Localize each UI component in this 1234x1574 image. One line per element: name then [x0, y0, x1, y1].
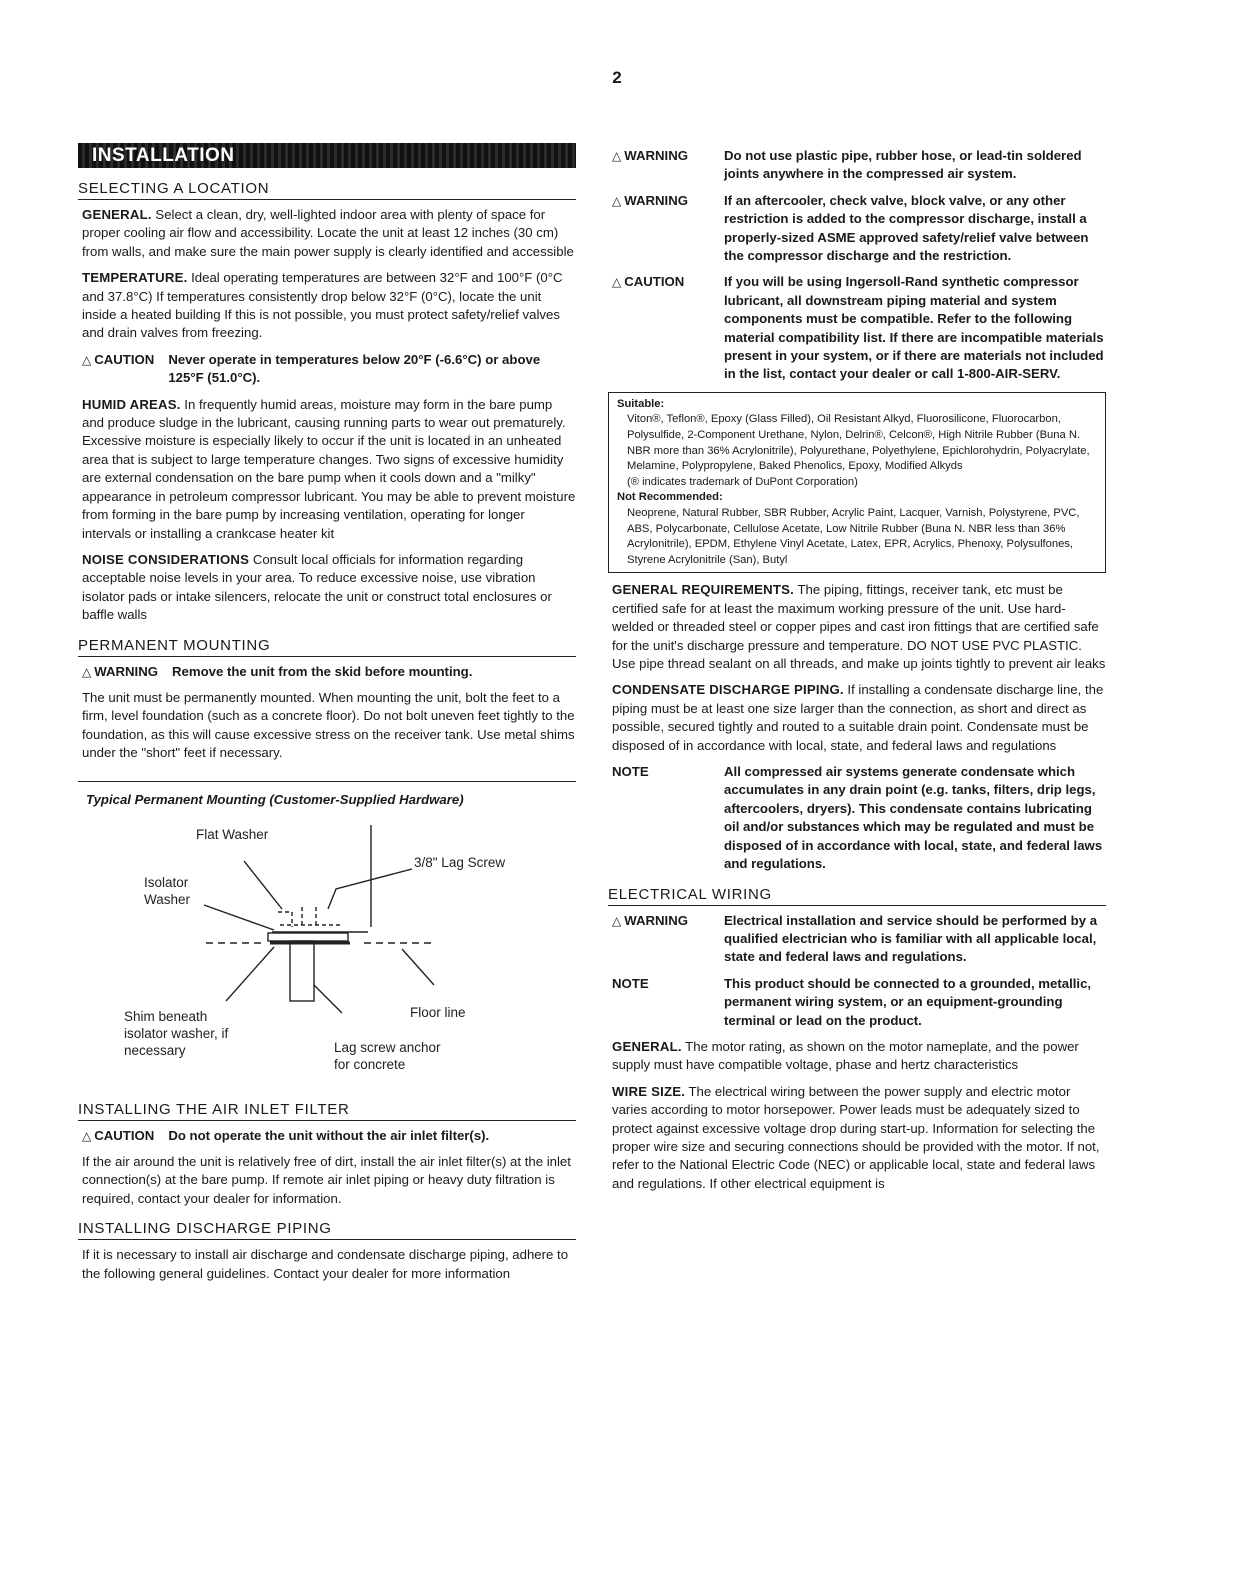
figure-top-rule	[78, 781, 576, 782]
noise-text: Consult local officials for information regarding acceptable noise levels in your area. To reduce excessive noise, use vibration isolator pads or intake silencers, relocate the unit or construct total enclosures or baffle walls	[82, 551, 552, 623]
permanent-mounting-heading: PERMANENT MOUNTING	[78, 637, 576, 657]
electrical-general-paragraph	[612, 1038, 1106, 1075]
condensate-text: If installing a condensate discharge line, the piping must be at least one size larger than the connection, as short and direct as possible, secured tightly and routed to a suitable drain point. Condensate must be disposed of in accordance with local, state, and federal laws and regulations	[612, 682, 1104, 753]
lag-anchor-shape	[290, 941, 314, 1001]
warning-tag: WARNING	[94, 663, 158, 679]
anchor-label-line2: for concrete	[334, 1056, 406, 1072]
general-paragraph	[82, 206, 576, 261]
floor-line-leader	[402, 949, 434, 985]
mounting-diagram-svg	[78, 807, 576, 1089]
warning-triangle-icon: △	[612, 193, 622, 208]
note-text: All compressed air systems generate condensate which accumulates in any drain point (e.g. tanks, filters, drip legs, aftercoolers, dryers). This condensate contains lubricating oil and/or substances which may be regulated and must be disposed of in accordance with local, state, and federal laws and regulations.	[724, 764, 1103, 872]
left-column	[78, 143, 576, 1291]
temperature-caution	[82, 351, 576, 388]
shim-leader	[226, 947, 274, 1001]
general-requirements-text: The piping, fittings, receiver tank, etc must be certified safe for at least the maximum working pressure of the unit. Use hard-welded or threaded steel or copper pipes and cast iron fittings that are certified safe for the unit's discharge pressure and temperature. DO NOT USE PVC PLASTIC. Use pipe thread sealant on all threads, and make up joints tightly to prevent air leaks	[612, 582, 1106, 672]
warning-triangle-icon: △	[82, 1128, 92, 1143]
warning-tag: WARNING	[624, 148, 688, 163]
humid-text: In frequently humid areas, moisture may form in the bare pump and produce sludge in the lubricant, causing running parts to wear out prematurely. Excessive moisture is especially likely to occur if the unit is located in an unheated area that is subject to large temperature changes. Two signs of excessive humidity are external condensation on the bare pump when it cools down and a "milky" appearance in petroleum compressor lubricant. You may be able to prevent moisture from forming in the bare pump by increasing ventilation, operating for longer intervals or installing a crankcase heater kit	[82, 396, 576, 541]
temperature-paragraph	[82, 269, 576, 343]
warning-text: If an aftercooler, check valve, block valve, or any other restriction is added to the compressor discharge, install a properly-sized ASME approved safety/relief valve between the compressor discharge and the restriction.	[724, 192, 1089, 264]
general-lead: GENERAL.	[82, 207, 152, 222]
shim-label-line3: necessary	[124, 1042, 186, 1058]
warning-triangle-icon: △	[612, 149, 622, 163]
anchor-leader	[314, 985, 342, 1013]
general-text: Select a clean, dry, well-lighted indoor area with plenty of space for proper cooling air flow and accessibility. Locate the unit at least 12 inches (30 cm) from walls, and make sure the main power supply is clearly identified and accessible	[82, 207, 574, 259]
noise-paragraph	[82, 551, 576, 625]
noise-lead: NOISE CONSIDERATIONS	[82, 551, 250, 567]
floor-line-label: Floor line	[410, 1004, 466, 1020]
wire-size-paragraph	[612, 1083, 1106, 1193]
inlet-paragraph: If the air around the unit is relatively free of dirt, install the air inlet filter(s) at the inlet connection(s) at the bare pump. If remote air inlet piping or heavy duty filtration is required, contact your dealer for information.	[82, 1153, 571, 1206]
condensate-lead: CONDENSATE DISCHARGE PIPING.	[612, 682, 844, 698]
shim-label-line2: isolator washer, if	[124, 1025, 229, 1041]
flat-washer-label: Flat Washer	[196, 826, 269, 842]
isolator-label-line1: Isolator	[144, 874, 189, 890]
humid-lead: HUMID AREAS.	[82, 396, 181, 412]
trademark-note: (® indicates trademark of DuPont Corporation)	[627, 475, 858, 488]
aftercooler-warning	[612, 192, 1106, 266]
caution-tag: CAUTION	[94, 1127, 155, 1143]
caution-text: Never operate in temperatures below 20°F (-6.6°C) or above 125°F (51.0°C).	[168, 351, 541, 386]
mounting-paragraph: The unit must be permanently mounted. When mounting the unit, bolt the feet to a firm, level foundation (such as a concrete floor). Do not bolt uneven feet tightly to the foundation, as this will cause excessive stress on the receiver tank. Use metal shims under the "short" feet if necessary.	[82, 689, 575, 761]
temperature-lead: TEMPERATURE.	[82, 270, 188, 286]
synthetic-lubricant-caution	[612, 273, 1106, 383]
electrical-general-text: The motor rating, as shown on the motor nameplate, and the power supply must have compatible voltage, phase and hertz characteristics	[612, 1038, 1079, 1073]
general-requirements-paragraph	[612, 581, 1106, 673]
warning-tag: WARNING	[624, 912, 688, 928]
flat-washer-leader	[244, 861, 282, 909]
grounding-note	[612, 975, 1106, 1030]
warning-text: Electrical installation and service should be performed by a qualified electrician who is familiar with all applicable local, state and federal laws and regulations.	[724, 912, 1098, 965]
lag-screw-leader	[328, 869, 412, 909]
note-text: This product should be connected to a grounded, metallic, permanent wiring system, or an equipment-grounding terminal or lead on the product.	[724, 975, 1092, 1028]
air-inlet-heading: INSTALLING THE AIR INLET FILTER	[78, 1101, 576, 1121]
page-number: 2	[612, 68, 622, 87]
wire-size-lead: WIRE SIZE.	[612, 1083, 686, 1099]
caution-text: Do not operate the unit without the air inlet filter(s).	[168, 1127, 490, 1143]
wire-size-text: The electrical wiring between the power supply and electric motor varies according to motor horsepower. Power leads must be adequately sized to protect against excessive voltage drop during start-up. Information for selecting the proper wire size and securing connections should be provided with the motor. If not, refer to the National Electric Code (NEC) or applicable local, state and federal laws and regulations. If other electrical equipment is	[612, 1083, 1100, 1191]
figure-caption: Typical Permanent Mounting (Customer-Supplied Hardware)	[86, 791, 464, 807]
caution-tag: CAUTION	[624, 274, 685, 290]
electrical-wiring-heading: ELECTRICAL WIRING	[608, 886, 1106, 906]
warning-triangle-icon: △	[82, 352, 92, 367]
not-recommended-heading: Not Recommended:	[617, 491, 723, 504]
discharge-piping-heading: INSTALLING DISCHARGE PIPING	[78, 1220, 576, 1240]
selecting-location-heading: SELECTING A LOCATION	[78, 180, 576, 200]
general-requirements-lead: GENERAL REQUIREMENTS.	[612, 582, 795, 598]
warning-triangle-icon: △	[82, 664, 92, 679]
installation-banner: INSTALLATION	[78, 143, 576, 168]
hidden-bolt-lines	[278, 907, 342, 927]
warning-triangle-icon: △	[612, 275, 622, 290]
warning-text: Do not use plastic pipe, rubber hose, or lead-tin soldered joints anywhere in the compressed air system.	[724, 148, 1082, 182]
mounting-diagram	[78, 807, 576, 1089]
isolator-leader	[204, 905, 274, 930]
plastic-pipe-warning	[612, 147, 1106, 184]
warning-text: Remove the unit from the skid before mounting.	[171, 663, 473, 679]
inlet-caution	[82, 1127, 576, 1145]
shim-label-line1: Shim beneath	[124, 1008, 208, 1024]
caution-tag: CAUTION	[94, 351, 155, 367]
anchor-label-line1: Lag screw anchor	[334, 1039, 441, 1055]
note-tag: NOTE	[612, 764, 649, 780]
isolator-label-line2: Washer	[144, 891, 191, 907]
lag-screw-label: 3/8" Lag Screw	[414, 854, 506, 870]
suitable-list: Viton®, Teflon®, Epoxy (Glass Filled), Oil Resistant Alkyd, Fluorosilicone, Fluorocarbon, Polysulfide, 2-Component Urethane, Nylon, Delrin®, Celcon®, High Nitrile Rubber (Buna N. NBR more than 36% Acrylonitrile), Polyurethane, Polyethylene, Epichlorohydrin, Polyacrylate, Melamine, Polypropylene, Baked Phenolics, Epoxy, Modified Alkyds	[627, 413, 1090, 473]
electrician-warning	[612, 912, 1106, 967]
electrical-general-lead: GENERAL.	[612, 1038, 682, 1054]
warning-triangle-icon: △	[612, 913, 622, 928]
right-column	[608, 143, 1106, 1201]
material-compatibility-box	[608, 392, 1106, 574]
temperature-text: Ideal operating temperatures are between 32°F and 100°F (0°C and 37.8°C) If temperatures consistently drop below 32°F (0°C), locate the unit inside a heated building If this is not possible, you must protect safety/relief valves and drain valves from freezing.	[82, 270, 563, 341]
humid-paragraph	[82, 396, 576, 543]
isolator-washer-shape	[268, 933, 348, 941]
suitable-heading: Suitable:	[617, 397, 665, 410]
note-tag: NOTE	[612, 975, 649, 991]
discharge-paragraph: If it is necessary to install air discharge and condensate discharge piping, adhere to the following general guidelines. Contact your dealer for more information	[82, 1247, 569, 1281]
condensate-paragraph	[612, 681, 1106, 755]
mounting-warning	[82, 663, 576, 681]
warning-tag: WARNING	[624, 192, 688, 208]
not-recommended-list: Neoprene, Natural Rubber, SBR Rubber, Acrylic Paint, Lacquer, Varnish, Polystyrene, PVC, ABS, Polycarbonate, Cellulose Acetate, Low Nitrile Rubber (Buna N. NBR less than 36% Acrylonitrile), EPDM, Ethylene Vinyl Acetate, Latex, EPR, Acrylics, Phenoxy, Polysulfones, Styrene Acrylonitrile (San), Butyl	[627, 507, 1080, 566]
caution-text: If you will be using Ingersoll-Rand synthetic compressor lubricant, all downstream piping material and system components must be compatible. Refer to the following material compatibility list. If there are incompatible materials present in your system, or if there are materials not included in the list, contact your dealer or call 1-800-AIR-SERV.	[724, 274, 1104, 382]
condensate-note	[612, 763, 1106, 873]
